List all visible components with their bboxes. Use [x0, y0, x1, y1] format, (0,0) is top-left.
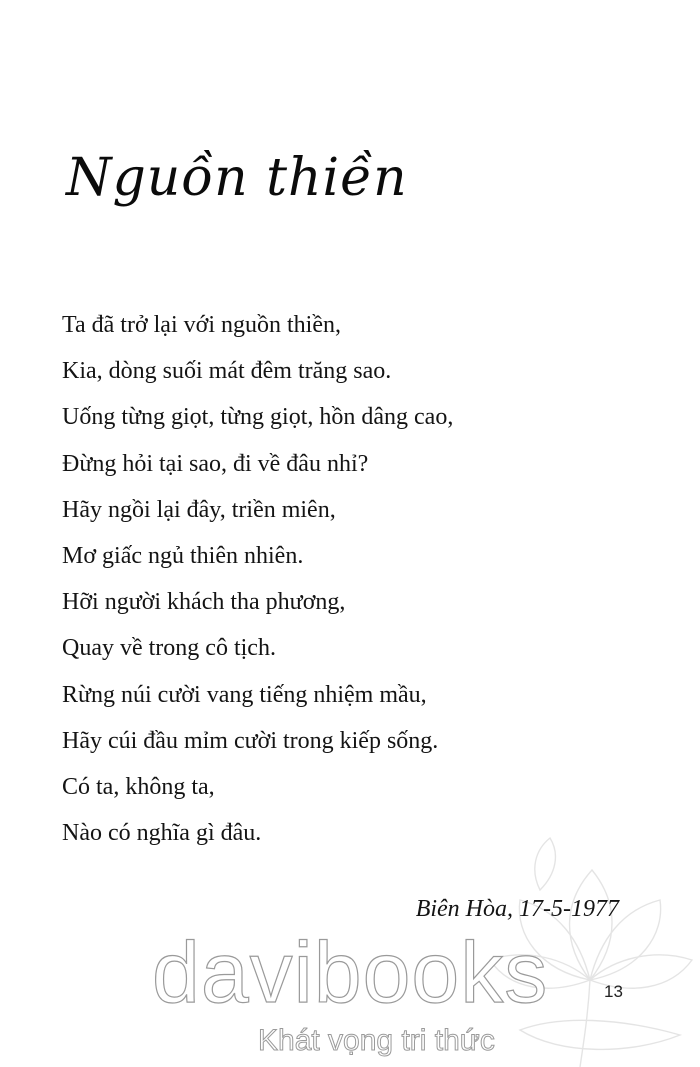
poem-line: Hỡi người khách tha phương, — [62, 589, 346, 616]
poem-title: Nguồn thiền — [66, 148, 408, 208]
poem-line: Mơ giấc ngủ thiên nhiên. — [62, 542, 304, 569]
poem-line: Kia, dòng suối mát đêm trăng sao. — [62, 358, 392, 385]
poem-line: Ta đã trở lại với nguồn thiền, — [62, 312, 341, 338]
poem-line: Hãy ngồi lại đây, triền miên, — [62, 496, 336, 523]
poem-line: Đừng hỏi tại sao, đi về đâu nhỉ? — [62, 450, 369, 477]
watermark-brand: davibooks — [152, 925, 549, 1021]
poem-line: Nào có nghĩa gì đâu. — [62, 820, 262, 847]
poem-body — [62, 307, 453, 861]
watermark-tagline: Khát vọng tri thức — [258, 1024, 495, 1057]
poem-line: Quay về trong cô tịch. — [62, 635, 276, 662]
poem-line: Có ta, không ta, — [62, 773, 215, 800]
poem-line: Rừng núi cười vang tiếng nhiệm mầu, — [62, 681, 427, 708]
place-date-signature: Biên Hòa, 17-5-1977 — [415, 896, 619, 922]
poem-line: Hãy cúi đầu mỉm cười trong kiếp sống. — [62, 727, 439, 754]
poem-line: Uống từng giọt, từng giọt, hồn dâng cao, — [62, 404, 454, 431]
page-number: 13 — [604, 982, 623, 1001]
